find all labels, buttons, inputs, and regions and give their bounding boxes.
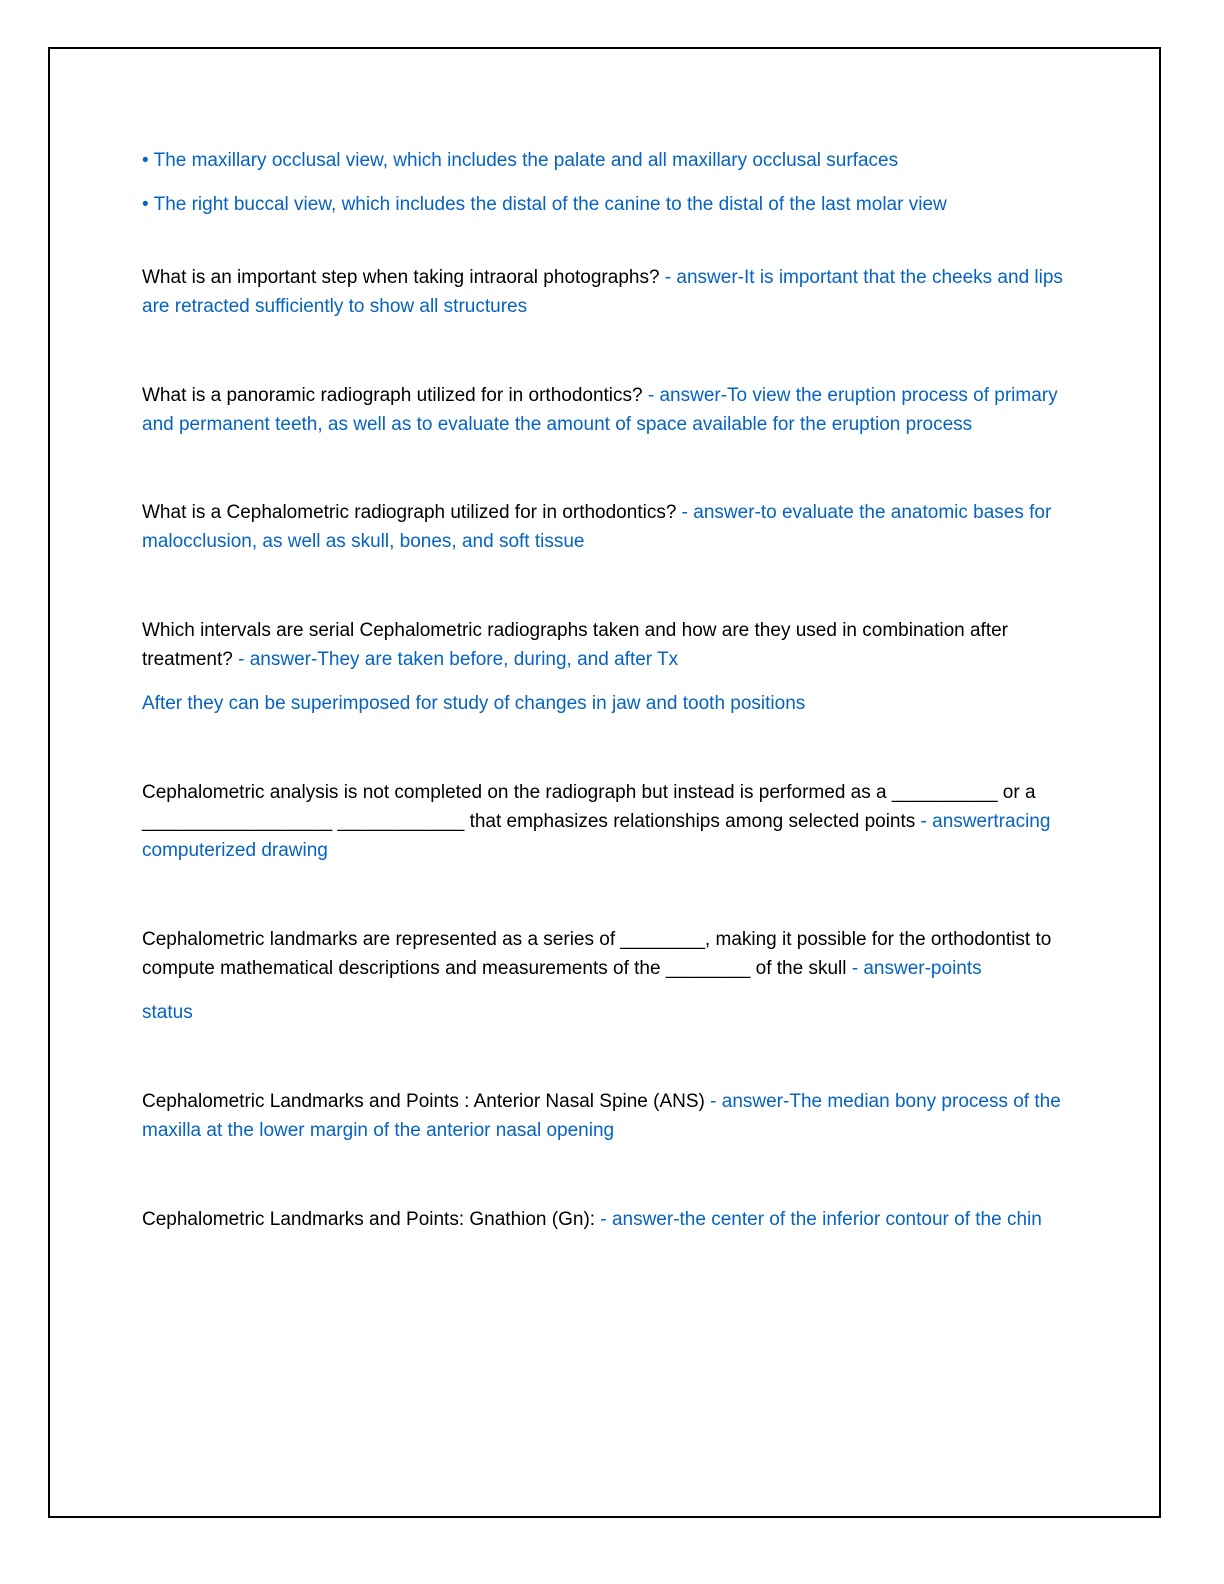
answer-text: - answer-points (851, 958, 982, 979)
question-text: Cephalometric landmarks are represented as a series of ________, making it possible for the orthodontist to compute mathematical descriptions and measurements of the ________ of the skull (142, 929, 1052, 979)
question-text: Cephalometric Landmarks and Points : Anterior Nasal Spine (ANS) (142, 1091, 711, 1112)
bullet-maxillary-occlusal: • The maxillary occlusal view, which includes the palate and all maxillary occlusal surfaces (142, 150, 899, 171)
qa-item (142, 616, 1072, 674)
bullet-right-buccal: • The right buccal view, which includes the distal of the canine to the distal of the last molar view (142, 194, 947, 215)
question-text: Which intervals are serial Cephalometric radiographs taken and how are they used in combination after treatment? (142, 620, 1009, 670)
answer-text: - answer-To view the eruption process of primary and permanent teeth, as well as to evaluate the amount of space available for the eruption process (142, 385, 1058, 435)
answer-text: - answer-The median bony process of the maxilla at the lower margin of the anterior nasal opening (142, 1091, 1061, 1141)
document-body (142, 146, 1072, 1234)
qa-item (142, 925, 1072, 983)
answer-continuation: status (142, 1002, 193, 1023)
answer-text: - answer-the center of the inferior contour of the chin (600, 1209, 1042, 1230)
qa-item (142, 1205, 1072, 1234)
question-text: What is an important step when taking intraoral photographs? (142, 267, 665, 288)
qa-item (142, 381, 1072, 439)
qa-item (142, 778, 1072, 865)
question-text: Cephalometric Landmarks and Points: Gnathion (Gn): (142, 1209, 601, 1230)
answer-text: - answer-to evaluate the anatomic bases for malocclusion, as well as skull, bones, and soft tissue (142, 502, 1052, 552)
qa-item (142, 498, 1072, 556)
answer-text: - answer-They are taken before, during, and after Tx (238, 649, 679, 670)
answer-text: - answer-It is important that the cheeks and lips are retracted sufficiently to show all structures (142, 267, 1063, 317)
question-text: What is a Cephalometric radiograph utilized for in orthodontics? (142, 502, 682, 523)
qa-item (142, 1087, 1072, 1145)
question-text: Cephalometric analysis is not completed on the radiograph but instead is performed as a __________ or a __________________ ____________ that emphasizes relationships among selected points (142, 782, 1036, 832)
answer-text: - answertracing computerized drawing (142, 811, 1051, 861)
answer-continuation: After they can be superimposed for study of changes in jaw and tooth positions (142, 693, 806, 714)
qa-item (142, 263, 1072, 321)
question-text: What is a panoramic radiograph utilized for in orthodontics? (142, 385, 648, 406)
